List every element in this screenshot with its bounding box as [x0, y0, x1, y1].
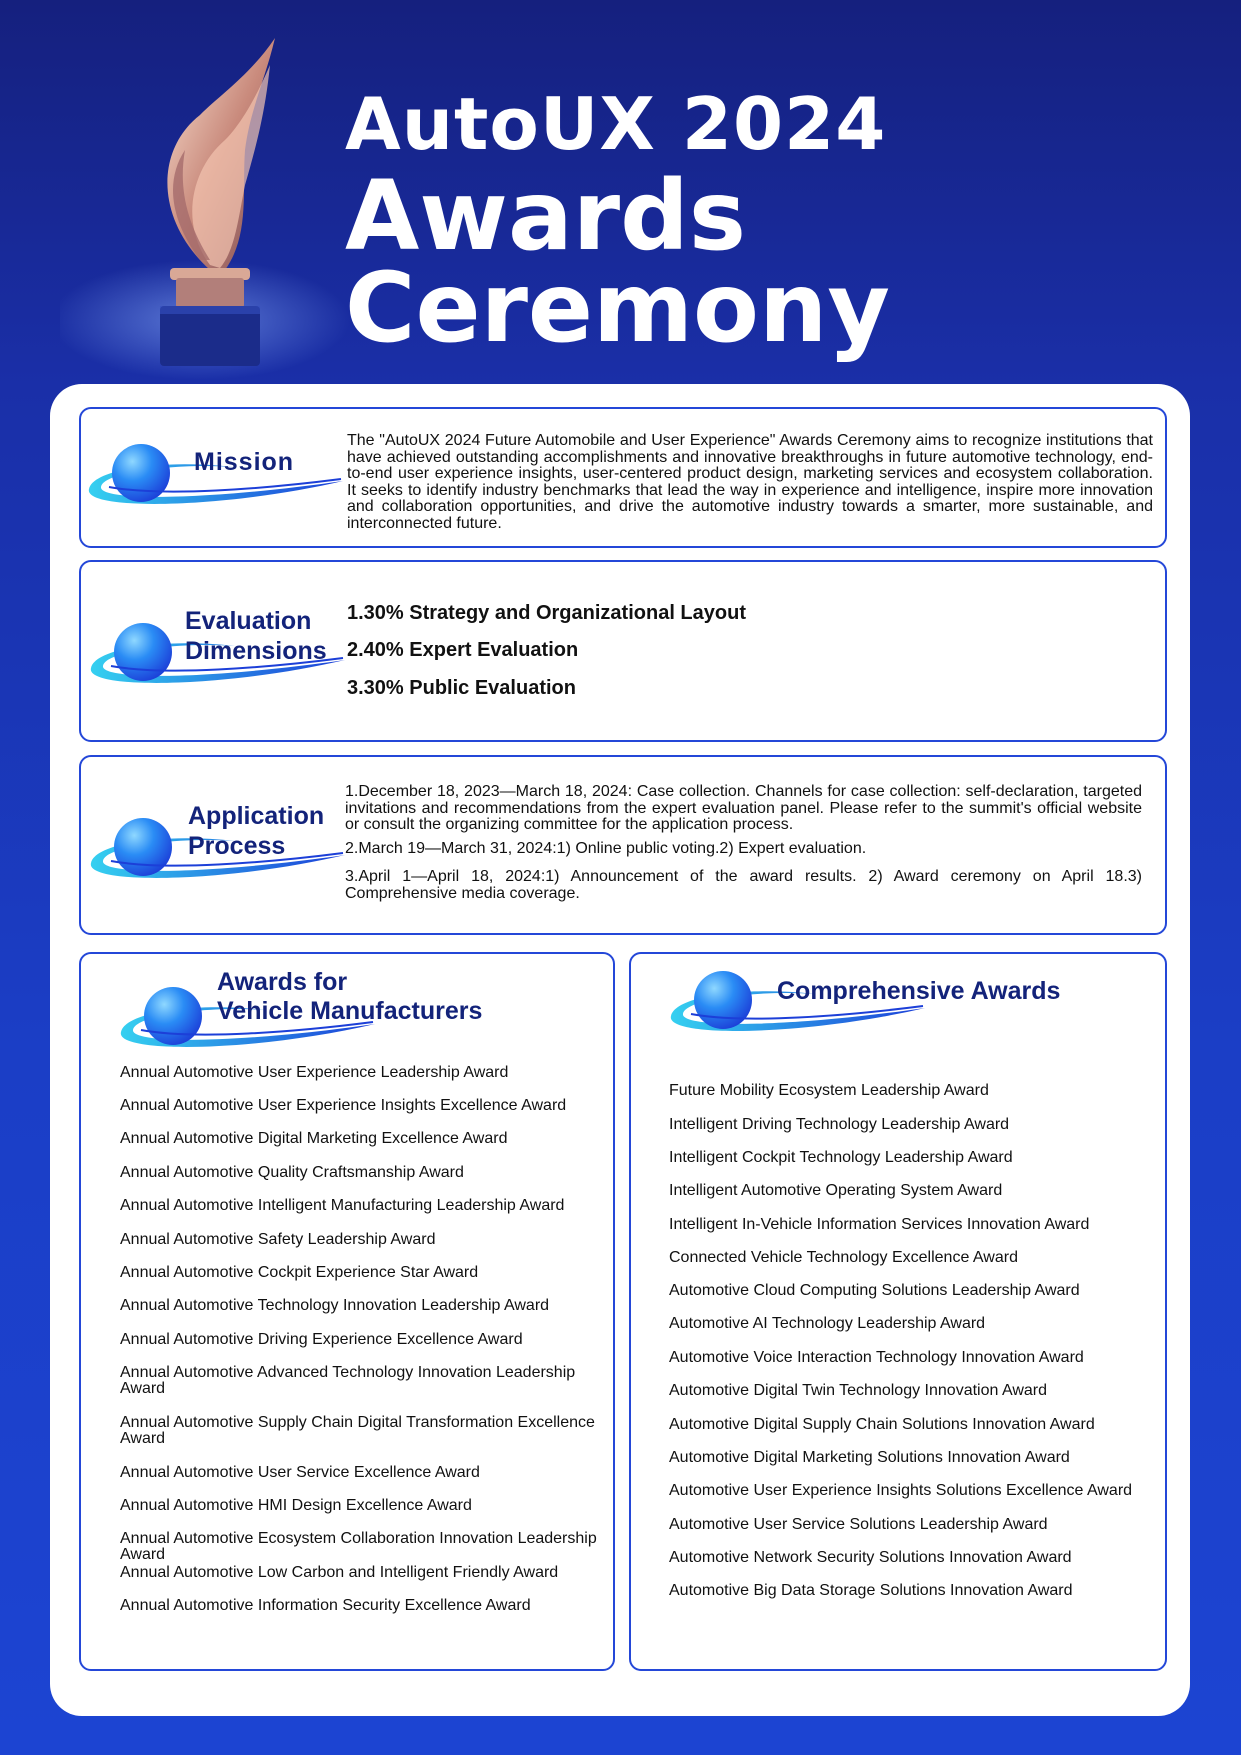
hero-title-line-1: AutoUX 2024: [345, 82, 887, 166]
award-list-item: Annual Automotive Low Carbon and Intelligent Friendly Award: [120, 1564, 559, 1581]
vehicle-awards-section: [79, 952, 615, 1671]
vehicle-awards-title-line-1: Awards for: [217, 968, 348, 996]
content-card: [50, 384, 1190, 1716]
award-list-item: Annual Automotive HMI Design Excellence Award: [120, 1497, 472, 1514]
award-list-item: Annual Automotive Safety Leadership Award: [120, 1231, 436, 1248]
evaluation-title-line-1: Evaluation: [185, 607, 312, 635]
mission-title: Mission: [194, 448, 295, 476]
application-step: 1.December 18, 2023—March 18, 2024: Case collection. Channels for case collection: self-declaration, targeted invitations and recommendations from the expert evaluation panel. Please refer to the summit's official website or consult the organizing committee for the application process.: [345, 783, 1142, 833]
mission-text: The "AutoUX 2024 Future Automobile and User Experience" Awards Ceremony aims to recognize institutions that have achieved outstanding accomplishments and innovative breakthroughs in future automotive technology, end-to-end user experience insights, user-centered product design, marketing services and ecosystem collaboration. It seeks to identify industry benchmarks that lead the way in experience and intelligence, inspire more innovation and collaboration opportunities, and drive the automotive industry towards a smarter, more sustainable, and interconnected future.: [347, 432, 1153, 532]
application-section: [79, 755, 1167, 935]
award-list-item: Automotive Digital Supply Chain Solutions Innovation Award: [669, 1416, 1095, 1433]
vehicle-awards-title-line-2: Vehicle Manufacturers: [217, 997, 483, 1025]
award-list-item: Intelligent In-Vehicle Information Services Innovation Award: [669, 1216, 1090, 1233]
application-title-line-1: Application: [188, 802, 325, 830]
award-list-item: Automotive Network Security Solutions Innovation Award: [669, 1549, 1072, 1566]
hero-banner: [0, 0, 1241, 390]
award-list-item: Intelligent Automotive Operating System Award: [669, 1182, 1003, 1199]
hero-title-line-3: Ceremony: [345, 252, 890, 364]
evaluation-title-line-2: Dimensions: [185, 637, 327, 665]
award-list-item: Automotive AI Technology Leadership Award: [669, 1315, 986, 1332]
award-list-item: Automotive User Experience Insights Solutions Excellence Award: [669, 1482, 1133, 1499]
comprehensive-awards-section: [629, 952, 1167, 1671]
award-list-item: Automotive Big Data Storage Solutions Innovation Award: [669, 1582, 1073, 1599]
award-list-item: Annual Automotive Digital Marketing Excellence Award: [120, 1130, 508, 1147]
evaluation-item: 1.30% Strategy and Organizational Layout: [347, 602, 746, 624]
mission-section: [79, 407, 1167, 548]
award-list-item: Annual Automotive Cockpit Experience Star Award: [120, 1264, 479, 1281]
award-list-item: Intelligent Driving Technology Leadership Award: [669, 1116, 1010, 1133]
application-step: 2.March 19—March 31, 2024:1) Online public voting.2) Expert evaluation.: [345, 840, 867, 857]
application-title-line-2: Process: [188, 832, 286, 860]
award-list-item: Automotive Digital Twin Technology Innovation Award: [669, 1382, 1048, 1399]
award-list-item: Automotive User Service Solutions Leadership Award: [669, 1516, 1048, 1533]
award-list-item: Annual Automotive Ecosystem Collaboration Innovation Leadership Award: [120, 1530, 597, 1563]
award-list-item: Annual Automotive Technology Innovation Leadership Award: [120, 1297, 550, 1314]
award-list-item: Automotive Cloud Computing Solutions Leadership Award: [669, 1282, 1080, 1299]
award-list-item: Annual Automotive Information Security Excellence Award: [120, 1597, 531, 1614]
award-list-item: Annual Automotive User Service Excellence Award: [120, 1464, 480, 1481]
evaluation-section: [79, 560, 1167, 742]
trophy-icon: [60, 20, 360, 380]
award-list-item: Intelligent Cockpit Technology Leadership Award: [669, 1149, 1013, 1166]
award-list-item: Annual Automotive User Experience Leadership Award: [120, 1064, 509, 1081]
award-list-item: Annual Automotive Advanced Technology Innovation Leadership Award: [120, 1364, 576, 1397]
evaluation-item: 3.30% Public Evaluation: [347, 677, 576, 699]
award-list-item: Automotive Digital Marketing Solutions Innovation Award: [669, 1449, 1070, 1466]
award-list-item: Automotive Voice Interaction Technology Innovation Award: [669, 1349, 1084, 1366]
evaluation-item: 2.40% Expert Evaluation: [347, 639, 579, 661]
award-list-item: Annual Automotive Supply Chain Digital Transformation Excellence Award: [120, 1414, 595, 1447]
hero-title-line-2: Awards: [345, 160, 746, 272]
award-list-item: Annual Automotive User Experience Insights Excellence Award: [120, 1097, 567, 1114]
award-list-item: Annual Automotive Intelligent Manufacturing Leadership Award: [120, 1197, 565, 1214]
award-list-item: Future Mobility Ecosystem Leadership Award: [669, 1082, 989, 1099]
application-step: 3.April 1—April 18, 2024:1) Announcement of the award results. 2) Award ceremony on April 18.3) Comprehensive media coverage.: [345, 868, 1142, 902]
award-list-item: Annual Automotive Quality Craftsmanship Award: [120, 1164, 464, 1181]
comprehensive-awards-title: Comprehensive Awards: [777, 977, 1061, 1005]
award-list-item: Annual Automotive Driving Experience Excellence Award: [120, 1331, 523, 1348]
award-list-item: Connected Vehicle Technology Excellence Award: [669, 1249, 1018, 1266]
